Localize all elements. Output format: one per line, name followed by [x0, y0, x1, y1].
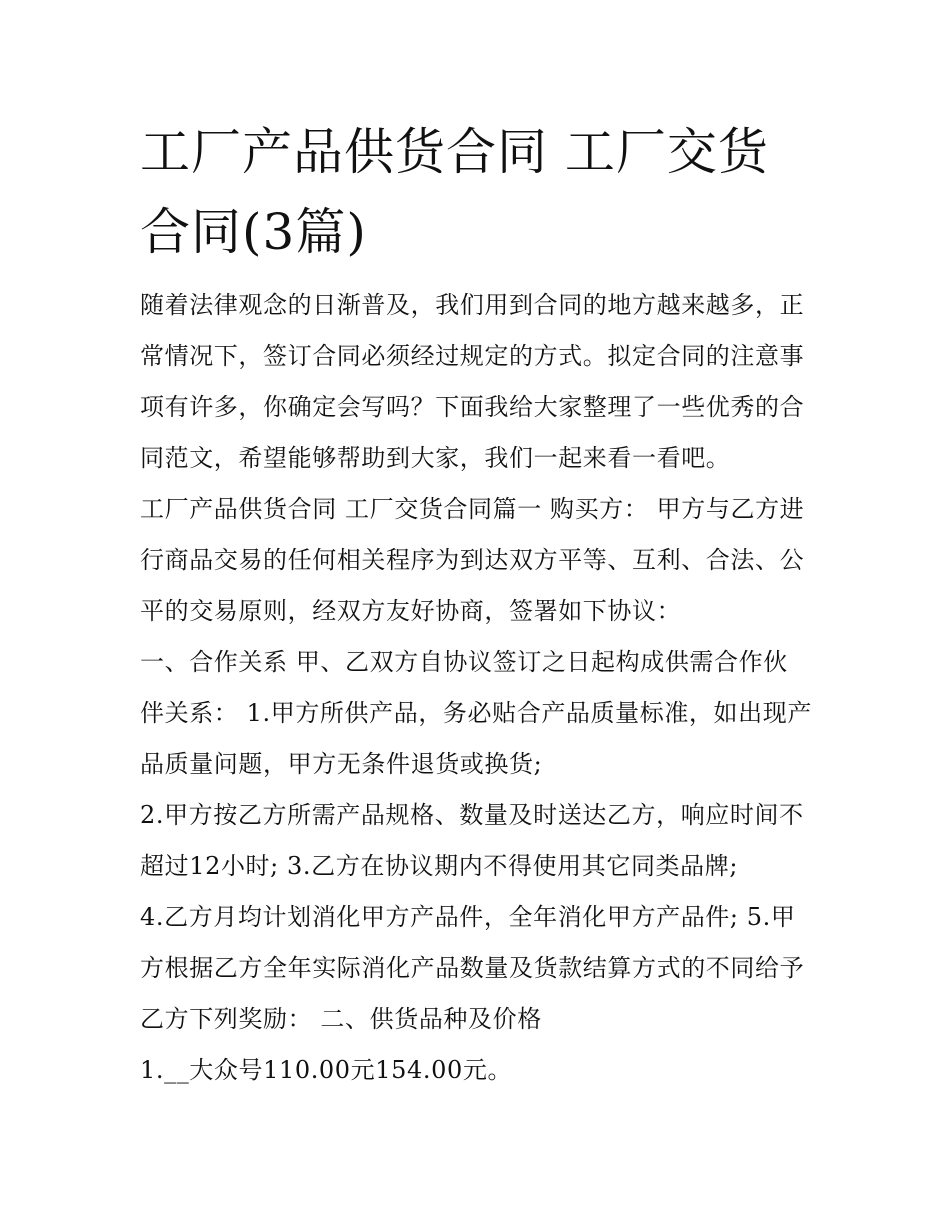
price-item-paragraph: 1.__大众号110.00元154.00元。	[140, 1056, 513, 1084]
document-title: 工厂产品供货合同 工厂交货合同(3篇)	[140, 123, 769, 261]
consumption-clause-paragraph: 4.乙方月均计划消化甲方产品件，全年消化甲方产品件; 5.甲方根据乙方全年实际消化产品数量及货款结算方式的不同给予乙方下列奖励： 二、供货品种及价格	[140, 903, 805, 1033]
cooperation-clause-paragraph: 一、合作关系 甲、乙双方自协议签订之日起构成供需合作伙伴关系： 1.甲方所供产品，务必贴合产品质量标准，如出现产品质量问题，甲方无条件退货或换货;	[140, 648, 812, 778]
delivery-clause-paragraph: 2.甲方按乙方所需产品规格、数量及时送达乙方，响应时间不超过12小时; 3.乙方在协议期内不得使用其它同类品牌;	[140, 801, 804, 880]
contract-parties-paragraph: 工厂产品供货合同 工厂交货合同篇一 购买方： 甲方与乙方进行商品交易的任何相关程序为到达双方平等、互利、合法、公平的交易原则，经双方友好协商，签署如下协议：	[140, 495, 805, 625]
document-body	[140, 112, 812, 1096]
intro-paragraph: 随着法律观念的日渐普及，我们用到合同的地方越来越多，正常情况下，签订合同必须经过规定的方式。拟定合同的注意事项有许多，你确定会写吗？下面我给大家整理了一些优秀的合同范文，希望能够帮助到大家，我们一起来看一看吧。	[140, 291, 805, 472]
